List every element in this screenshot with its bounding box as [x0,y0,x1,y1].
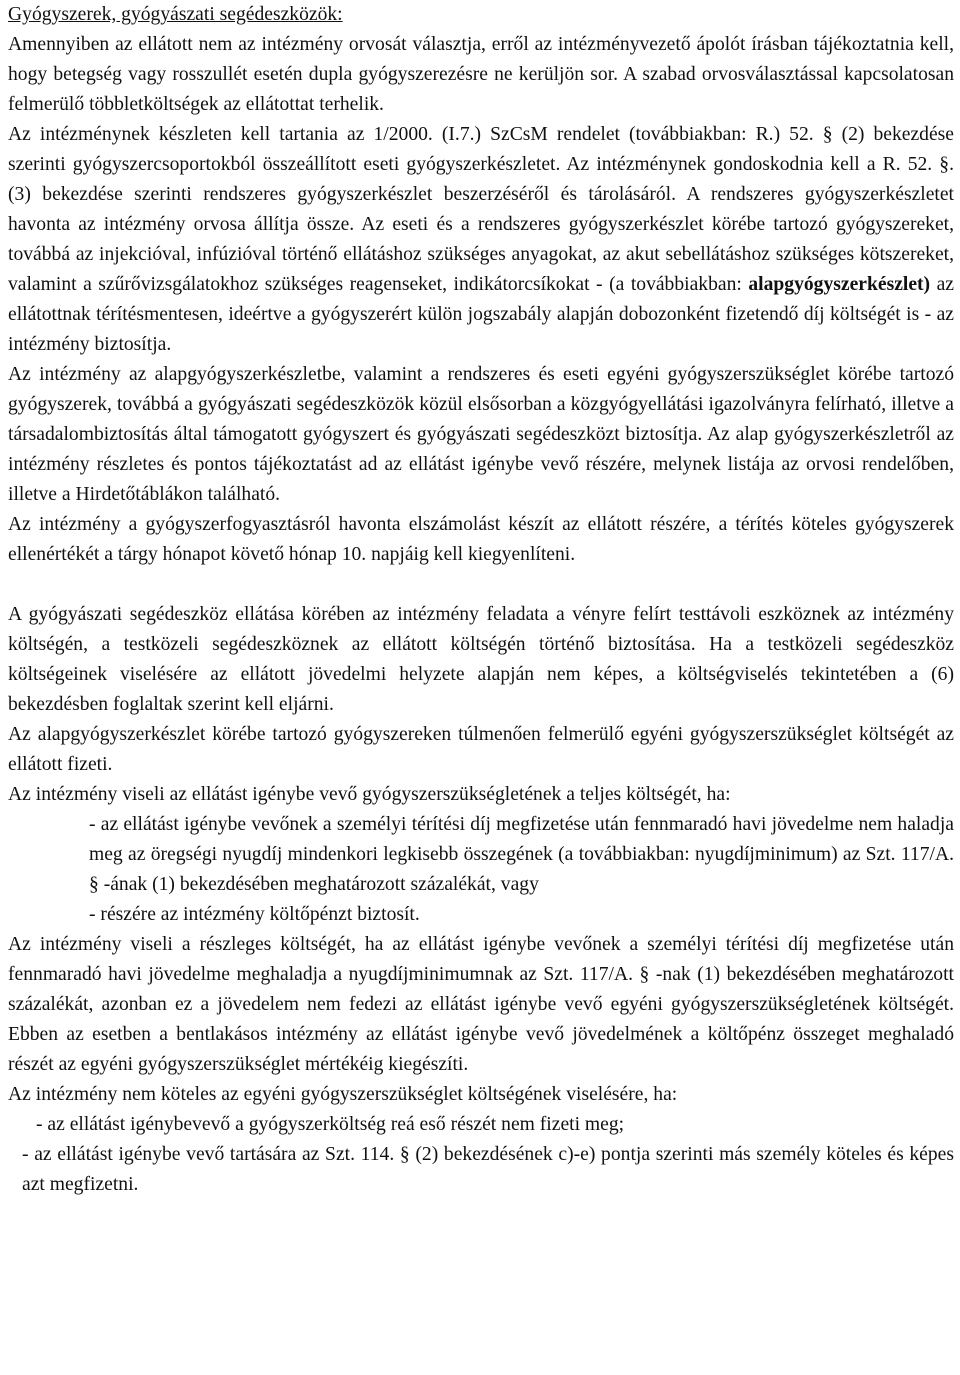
section-sign-icon: § [822,124,833,145]
paragraph-medical-aids: A gyógyászati segédeszköz ellátása körében az intézmény feladata a vényre felírt testtávoli eszköznek az intézmény költségén, a testközeli segédeszköznek az ellátott költségén történő biztosítása. Ha a testközeli segédeszköz költségeinek viselésére az ellátott jövedelmi helyzete alapján nem képes, a költségviselés tekintetében a (6) bekezdésben foglaltak szerint kell eljárni. [8,604,954,715]
section-sign-icon: § [399,1144,410,1165]
paragraph-gap [8,570,954,600]
list-item [89,810,954,900]
list-item: - részére az intézmény költőpénzt biztosít. [89,904,420,925]
section-sign-icon: § [939,154,950,175]
text-segment: Az intézménynek készleten kell tartania az 1/2000. (I.7.) SzCsM rendelet (továbbiakban: R.) 52. [8,124,823,145]
text-segment: (2) bekezdése szerinti gyógyszercsoportokból összeállított eseti gyógyszerkészletet. Az intézménynek gondoskodnia kell a R. 52. [8,124,954,175]
list-item: - az ellátást igénybevevő a gyógyszerköltség reá eső részét nem fizeti meg; [36,1114,625,1135]
text-segment: (2) bekezdésének c)-e) pontja szerinti más személy köteles és képes azt megfizetni. [22,1144,954,1195]
text-segment: - az ellátást igénybe vevőnek a személyi térítési díj megfizetése után fennmaradó havi jövedelme nem haladja meg az öregségi nyugdíj mindenkori legkisebb összegének (a továbbiakban: nyugdíjminimum) az Szt. 117/A. [89,814,954,865]
text-segment: -ának (1) bekezdésében meghatározott százalékát, vagy [98,874,539,895]
paragraph-not-obliged-intro: Az intézmény nem köteles az egyéni gyógyszerszükséglet költségének viselésére, ha: [8,1084,678,1105]
text-segment: . (3) bekezdése szerinti rendszeres gyógyszerkészlet beszerzéséről és tárolásáról. A rendszeres gyógyszerkészletet havonta az intézmény orvosa állítja össze. Az eseti és a rendszeres gyógyszerkészlet körébe tartozó gyógyszereket, továbbá az injekcióval, infúzióval történő ellátáshoz szükséges anyagokat, az akut sebellátáshoz szükséges kötszereket, valamint a szűrővizsgálatokhoz szükséges reagenseket, indikátorcsíkokat - (a továbbiakban: [8,154,954,295]
paragraph-base-stock: Az intézmény az alapgyógyszerkészletbe, valamint a rendszeres és eseti egyéni gyógyszerszükséglet körébe tartozó gyógyszerek, továbbá a gyógyászati segédeszközök közül elsősorban a közgyógyellátási igazolványra felírható, illetve a társadalombiztosítás által támogatott gyógyszert és gyógyászati segédeszközt biztosítja. Az alap gyógyszerkészletről az intézmény részletes és pontos tájékoztatást ad az ellátást igénybe vevő részére, melynek listája az orvosi rendelőben, illetve a Hirdetőtáblákon található. [8,364,954,505]
paragraph-medication-stock [8,120,954,360]
bold-term: alapgyógyszerkészlet) [748,274,931,295]
section-sign-icon: § [89,874,99,895]
text-segment: -nak (1) bekezdésében meghatározott százalékát, azonban ez a jövedelem nem fedezi az ellátást igénybe vevő egyéni gyógyszerszükségletének költségét. Ebben az esetben a bentlakásos intézmény az ellátást igénybe vevő jövedelmének a költőpénz összeget meghaladó részét az egyéni gyógyszerszükséglet mértékéig kiegészíti. [8,964,954,1075]
text-segment: - az ellátást igénybe vevő tartására az Szt. 114. [22,1144,400,1165]
section-title: Gyógyszerek, gyógyászati segédeszközök: [8,4,343,25]
paragraph-individual-needs: Az alapgyógyszerkészlet körébe tartozó gyógyszereken túlmenően felmerülő egyéni gyógyszerszükséglet költségét az ellátott fizeti. [8,724,954,775]
text-segment: Az intézmény viseli a részleges költségét, ha az ellátást igénybe vevőnek a személyi térítési díj megfizetése után fennmaradó havi jövedelme meghaladja a nyugdíjminimumnak az Szt. 117/A. [8,934,954,985]
text-segment: az ellátottnak térítésmentesen, ideértve a gyógyszerért külön jogszabály alapján dobozonként fizetendő díj költségét is - az intézmény biztosítja. [8,274,954,355]
paragraph-billing: Az intézmény a gyógyszerfogyasztásról havonta elszámolást készít az ellátott részére, a térítés köteles gyógyszerek ellenértékét a tárgy hónapot követő hónap 10. napjáig kell kiegyenlíteni. [8,514,954,565]
paragraph-full-cost-intro: Az intézmény viseli az ellátást igénybe vevő gyógyszerszükségletének a teljes költségét, ha: [8,784,731,805]
full-cost-list [8,810,954,930]
section-sign-icon: § [639,964,650,985]
list-item [8,1140,954,1200]
not-obliged-list [8,1110,954,1200]
paragraph-partial-cost [8,930,954,1080]
paragraph-doctor-choice: Amennyiben az ellátott nem az intézmény orvosát választja, erről az intézményvezető ápolót írásban tájékoztatnia kell, hogy betegség vagy rosszullét esetén dupla gyógyszerezésre ne kerüljön sor. A szabad orvosválasztással kapcsolatosan felmerülő többletköltségek az ellátottat terhelik. [8,34,954,115]
